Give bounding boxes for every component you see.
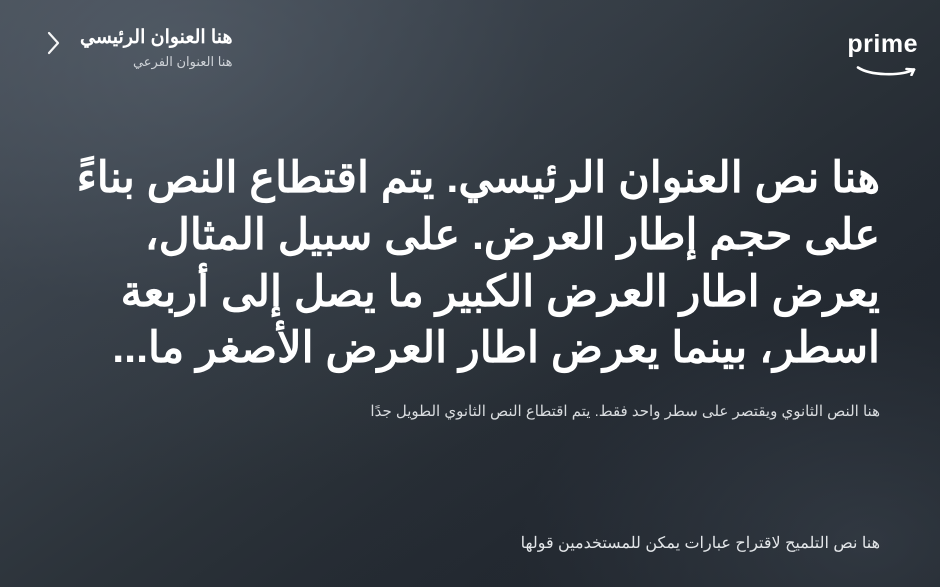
- chevron-right-icon[interactable]: [40, 30, 66, 56]
- main-content: [60, 150, 880, 422]
- prime-logo: [847, 32, 918, 81]
- header-subtitle: هنا العنوان الفرعي: [132, 53, 233, 69]
- prime-wordmark: prime: [847, 30, 918, 58]
- header-title: هنا العنوان الرئيسي: [80, 27, 233, 48]
- headline-text: هنا نص العنوان الرئيسي. يتم اقتطاع النص بناءً على حجم إطار العرض. على سبيل المثال، يعرض اطار العرض الكبير ما يصل إلى أربعة اسطر، بينما يعرض اطار العرض الأصغر ما...: [76, 154, 880, 373]
- header-text-block: [80, 24, 232, 71]
- amazon-smile-arrow-icon: [856, 60, 918, 81]
- secondary-text: هنا النص الثانوي ويقتصر على سطر واحد فقط. يتم اقتطاع النص الثانوي الطويل جدًا: [370, 403, 880, 420]
- header-right-group[interactable]: [40, 24, 232, 71]
- hint-text: هنا نص التلميح لاقتراح عبارات يمكن للمستخدمين قولها: [520, 534, 880, 552]
- top-bar: [0, 0, 940, 104]
